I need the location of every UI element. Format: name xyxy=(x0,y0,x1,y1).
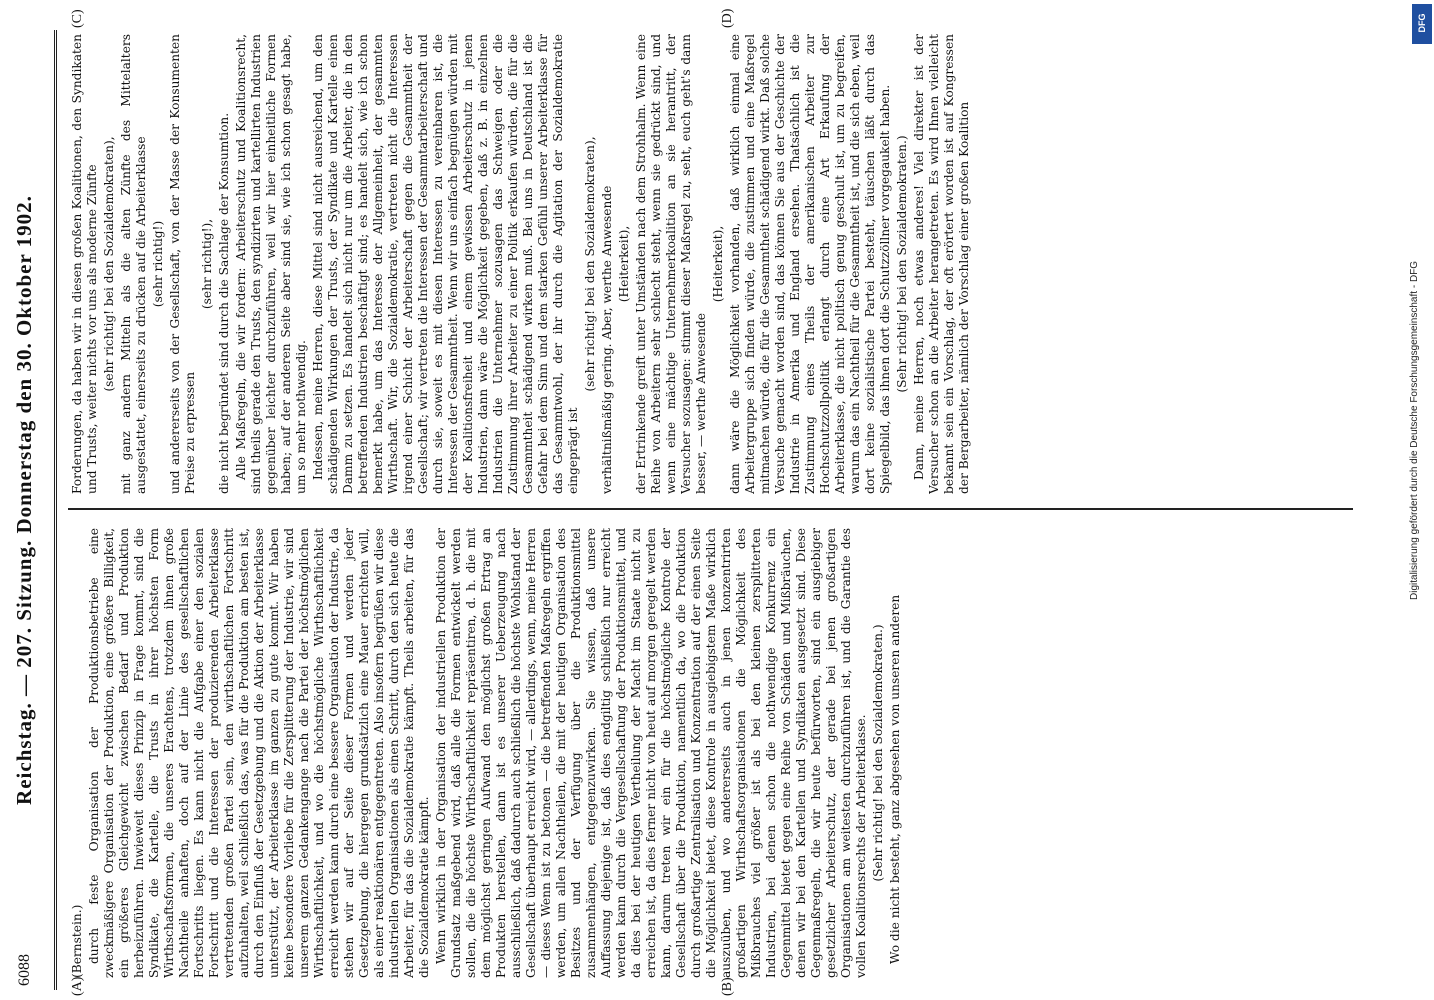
interjection: (Sehr richtig! bei den Sozialdemokraten.) xyxy=(871,624,885,882)
margin-mark-c: (C) xyxy=(70,9,85,28)
margin-mark-a: (A) xyxy=(70,976,85,996)
paragraph: durch feste Organisation der Produktionsbetriebe eine zweckmäßigere Organisation der Produktion, eine größere Billigkeit, ein größeres Gleichgewicht zwischen Bedarf und Produktion herbeizuführen. Inwieweit dieses Prinzip in Frage kommt, sind die Syndikate, die Kartelle, die Trusts in ihrer höchsten Form Wirthschaftsformen, die unseres Erachtens, trotzdem ihnen große Nachtheile anhaften, doch auf der Linie des gesellschaftlichen Fortschritts liegen. Es kann nicht die Aufgabe einer den sozialen Fortschritt und die Interessen der produzierenden Arbeiterklasse vertretenden großen Partei sein, den wirthschaftlichen Fortschritt aufzuhalten, weil schließlich das, was für die Produktion am besten ist, durch den Einfluß der Gesetzgebung und die Aktion der Arbeiterklasse unterstützt, der Arbeiterklasse im ganzen zu gute kommt. Wir haben keine besondere Vorliebe für die Zersplitterung der Industrie, wir sind unserem ganzen Gedankengange nach die Partei der höchstmöglichen Wirthschaftlichkeit, und wo die höchstmögliche Wirthschaftlichkeit erreicht werden kann durch eine bessere Organisation der Industrie, da stehen wir auf der Seite dieser Formen und werden jeder Gesetzgebung, die hiergegen grundsätzlich eine Mauer errichten will, als einer reaktionären entgegentreten. Also insofern begrüßen wir diese industriellen Organisationen als einen Schritt, durch den sich heute die Arbeiter, für das die Sozialdemokratie kämpft. Theils arbeiten, für das die Sozialdemokratie kämpft. xyxy=(87,528,431,978)
funding-credit: Digitalisierung gefördert durch die Deutsche Forschungsgemeinschaft - DFG xyxy=(1409,260,1420,600)
header-rule xyxy=(54,30,57,990)
interjection: (sehr richtig! bei den Sozialdemokraten), xyxy=(102,136,116,392)
credit-strip xyxy=(1405,0,1434,1000)
page-number: 6088 xyxy=(16,954,33,986)
paragraph: die nicht begründet sind durch die Sachlage der Konsumtion. xyxy=(217,112,231,494)
interjection: (Heiterkeit), xyxy=(711,225,725,303)
dfg-logo-text: DFG xyxy=(1417,13,1427,33)
paragraph: Indessen, meine Herren, diese Mittel sind nicht ausreichend, um den schädigenden Wirkungen der Trusts, der Syndikate und Kartelle einen Damm zu setzen. Es handelt sich nicht nur um die Arbeiter, die in den betreffenden Industrien beschäftigt sind; es handelt sich, wie ich schon bemerkt habe, um das Interesse der Allgemeinheit, der gesammten Wirthschaft. Wir, die Sozialdemokratie, vertreten nicht die Interessen irgend einer Schicht der Arbeiterschaft gegen die Gesammtheit der Gesellschaft; wir vertreten die Interessen der Gesammtarbeiterschaft und durch sie, soweit es mit diesen Interessen zu vereinbaren ist, die Interessen der Gesammtheit. Wenn wir uns einfach begnügen würden mit der Koalitionsfreiheit und einem gewissen Arbeiterschutz in jenen Industrien, dann wäre die Möglichkeit gegeben, daß z. B. in einzelnen Industrien die Unternehmer sozusagen das Schweigen oder die Zustimmung ihrer Arbeiter zu einer Politik erkaufen würden, die für die Gesammtheit schädigend wirken muß. Bei uns in Deutschland ist die Gefahr bei dem Sinn und dem starken Gefühl unserer Arbeiterklasse für das Gesammtwohl, der ihr durch die Agitation der Sozialdemokratie eingeprägt ist xyxy=(311,34,580,494)
dfg-logo xyxy=(1412,4,1432,44)
paragraph: der Ertrinkende greift unter Umständen nach dem Strohhalm. Wenn eine Reihe von Arbeitern sehr schlecht steht, wenn sie gedrückt sind, und wenn eine mächtige Unternehmerkoalition an sie herantritt, der Versucher sozusagen: stimmt dieser Maßregel zu, seht, euch geht's dann besser, — werthe Anwesende xyxy=(634,34,708,494)
paragraph: Dann, meine Herren, noch etwas anderes! Viel direkter ist der Versucher schon an die Arbeiter herangetreten. Es wird Ihnen vielleicht bekannt sein ein Vorschlag, der oft erörtert worden ist auf Kongressen der Bergarbeiter, nämlich der Vorschlag einer großen Koalition xyxy=(912,34,971,494)
interjection: (sehr richtig!), xyxy=(200,218,214,310)
margin-mark-b: (B) xyxy=(720,977,735,996)
interjection: (Sehr richtig! bei den Sozialdemokraten.) xyxy=(895,135,909,393)
paragraph: mit ganz andern Mitteln als die alten Zünfte des Mittelalters ausgestattet, einerseits zu drücken auf die Arbeiterklasse xyxy=(119,34,148,494)
column-divider xyxy=(68,508,1353,510)
paragraph: verhältnißmäßig gering. Aber, werthe Anwesende xyxy=(600,185,614,494)
interjection: (Heiterkeit), xyxy=(617,225,631,303)
paragraph: Forderungen, da haben wir in diesen großen Koalitionen, den Syndikaten und Trusts, weiter nichts vor uns als moderne Zünfte xyxy=(70,34,99,494)
paragraph: Wenn wirklich in der Organisation der industriellen Produktion der Grundsatz maßgebend wird, daß alle die Formen entwickelt werden sollen, die die höchste Wirthschaftlichkeit repräsentiren, d. h. die mit dem möglichst geringen Aufwand den möglichst großen Ertrag an Produkten herstellen, dann ist es unserer Ueberzeugung nach ausschließlich, daß dadurch auch schließlich die höchste Wohlstand der Gesellschaft überhaupt erreicht wird, — allerdings, wenn, meine Herren — dieses Wenn ist zu betonen — die betreffenden Maßregeln ergriffen werden, um allen Nachtheilen, die mit der heutigen Organisation des Besitzes und der Verfügung über die Produktionsmittel zusammenhängen, entgegenzuwirken. Sie wissen, daß unsere Auffassung diejenige ist, daß dies endgiltig schließlich nur erreicht werden kann durch die Vergesellschaftung der Produktionsmittel, und da dies bei der heutigen Vertheilung der Macht im Staate nicht zu erreichen ist, da dies ferner nicht von heut auf morgen geregelt werden kann, darum treten wir ein für die höchstmögliche Kontrole der Gesellschaft über die Produktion, namentlich da, wo die Produktion durch großartige Zentralisation und Konzentration auf der einen Seite die Möglichkeit bietet, diese Kontrole in ausgiebigstem Maße wirklich auszuüben, und wo andererseits auch in jenen konzentrirten großartigen Wirthschaftsorganisationen die Möglichkeit des Mißbrauches viel größer ist als bei den kleinen zersplitterten Industrien, bei denen schon die nothwendige Konkurrenz ein Gegenmittel bietet gegen eine Reihe von Schäden und Mißbräuchen, denen wir bei den Kartellen und Syndikaten ausgesetzt sind. Diese Gegenmaßregeln, die wir heute befürworten, sind ein ausgiebiger gesetzlicher Arbeiterschutz, der gerade bei jenen großartigen Organisationen am weitesten durchzuführen ist, und die Garantie des vollen Koalitionsrechts der Arbeiterklasse. xyxy=(434,528,868,978)
paragraph: dann wäre die Möglichkeit vorhanden, daß wirklich einmal eine Arbeitergruppe sich finden würde, die zustimmen und eine Maßregel mitmachen würde, die für die Gesammtheit schädigend wirkt. Daß solche Versuche gemacht worden sind, das können Sie aus der Geschichte der Industrie in Amerika und England ersehen. Thatsächlich ist die Zustimmung eines Theils der amerikanischen Arbeiter zur Hochschutzzollpolitik erlangt durch eine Art Erkaufung der Arbeiterklasse, die nicht politisch genug geschult ist, um zu begreifen, warum das ein Nachtheil für die Gesammtheit ist, und die sich eben, weil dort keine sozialistische Partei besteht, täuschen läßt durch das Spiegelbild, das ihnen dort die Schutzzöllner vorgegaukelt haben. xyxy=(728,34,892,494)
page-header xyxy=(8,0,66,1000)
paragraph: Wo die nicht besteht, ganz abgesehen von unseren anderen xyxy=(888,594,902,964)
interjection: (sehr richtig! bei den Sozialdemokraten), xyxy=(583,136,597,392)
left-column xyxy=(70,528,1360,978)
margin-mark-d: (D) xyxy=(720,8,735,28)
running-title: Reichstag. — 207. Sitzung. Donnerstag den 30. Oktober 1902. xyxy=(12,195,36,805)
paragraph: Alle Maßregeln, die wir fordern: Arbeiterschutz und Koalitionsrecht, sind theils gerade den Trusts, den syndizirten und kartellirten Industrien gegenüber leichter durchzuführen, weil wir hier einheitliche Formen haben; auf der anderen Seite aber sind sie, wie ich schon gesagt habe, um so mehr nothwendig. xyxy=(234,34,308,494)
interjection: (sehr richtig!) xyxy=(151,220,165,308)
right-column xyxy=(70,34,1360,494)
paragraph: und andererseits von der Gesellschaft, von der Masse der Konsumenten Preise zu erpressen xyxy=(168,34,197,494)
speaker-label: (Bernstein.) xyxy=(70,904,84,978)
